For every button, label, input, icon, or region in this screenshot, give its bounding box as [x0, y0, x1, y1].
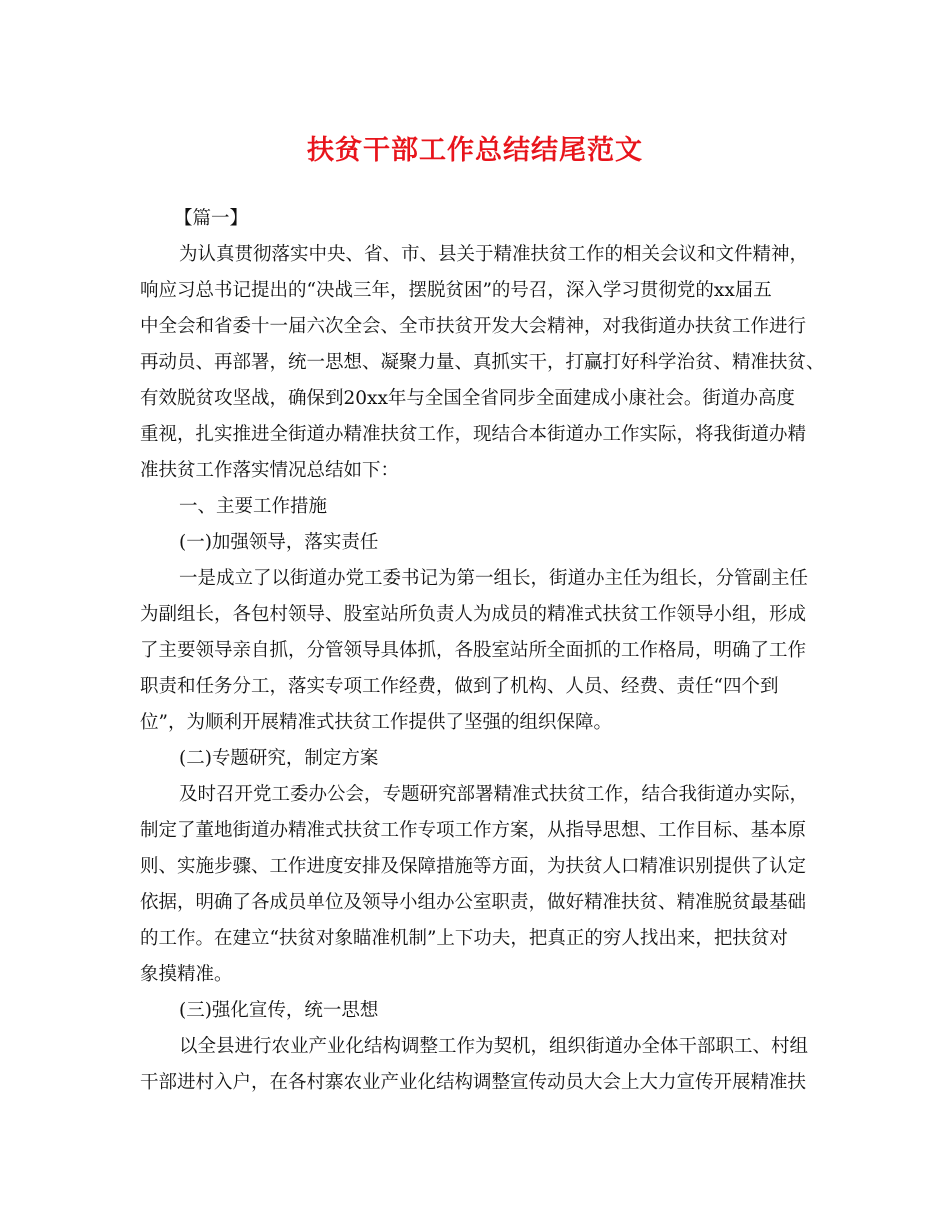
paragraph-line: 的工作。在建立“扶贫对象瞄准机制”上下功夫，把真正的穷人找出来，把扶贫对	[140, 928, 788, 949]
paragraph-line: 准扶贫工作落实情况总结如下：	[140, 460, 400, 481]
subsection-heading: (一)加强领导，落实责任	[179, 532, 379, 553]
document-title: 扶贫干部工作总结结尾范文	[307, 135, 643, 166]
paragraph-line: 依据，明确了各成员单位及领导小组办公室职责，做好精准扶贫、精准脱贫最基础	[140, 892, 807, 913]
section-heading: 一、主要工作措施	[179, 496, 328, 517]
paragraph-line: 干部进村入户，在各村寨农业产业化结构调整宣传动员大会上大力宣传开展精准扶	[140, 1072, 807, 1093]
subsection-heading: (三)强化宣传，统一思想	[179, 1000, 379, 1021]
paragraph-line: 位”，为顺利开展精准式扶贫工作提供了坚强的组织保障。	[140, 712, 612, 733]
paragraph-line: 为副组长，各包村领导、股室站所负责人为成员的精准式扶贫工作领导小组，形成	[140, 604, 807, 625]
paragraph-line: 中全会和省委十一届六次全会、全市扶贫开发大会精神，对我街道办扶贫工作进行	[140, 316, 807, 337]
paragraph-line: 为认真贯彻落实中央、省、市、县关于精准扶贫工作的相关会议和文件精神，	[179, 244, 809, 265]
paragraph-line: 以全县进行农业产业化结构调整工作为契机，组织街道办全体干部职工、村组	[179, 1036, 809, 1057]
paragraph-line: 象摸精准。	[140, 964, 233, 985]
paragraph-line: 响应习总书记提出的“决战三年，摆脱贫困”的号召，深入学习贯彻党的xx届五	[140, 280, 772, 301]
paragraph-line: 一是成立了以街道办党工委书记为第一组长，街道办主任为组长，分管副主任	[179, 568, 809, 589]
paragraph-line: 制定了董地街道办精准式扶贫工作专项工作方案，从指导思想、工作目标、基本原	[140, 820, 807, 841]
paragraph-line: 职责和任务分工，落实专项工作经费，做到了机构、人员、经费、责任“四个到	[140, 676, 779, 697]
section-heading-part-one: 【篇一】	[174, 208, 249, 229]
paragraph-line: 则、实施步骤、工作进度安排及保障措施等方面，为扶贫人口精准识别提供了认定	[140, 856, 807, 877]
paragraph-line: 有效脱贫攻坚战，确保到20xx年与全国全省同步全面建成小康社会。街道办高度	[140, 388, 795, 409]
paragraph-line: 重视，扎实推进全街道办精准扶贫工作，现结合本街道办工作实际，将我街道办精	[140, 424, 807, 445]
paragraph-line: 了主要领导亲自抓，分管领导具体抓，各股室站所全面抓的工作格局，明确了工作	[140, 640, 807, 661]
paragraph-line: 再动员、再部署，统一思想、凝聚力量、真抓实干，打赢打好科学治贫、精准扶贫、	[140, 352, 825, 373]
subsection-heading: (二)专题研究，制定方案	[179, 748, 379, 769]
paragraph-line: 及时召开党工委办公会，专题研究部署精准式扶贫工作，结合我街道办实际，	[179, 784, 809, 805]
